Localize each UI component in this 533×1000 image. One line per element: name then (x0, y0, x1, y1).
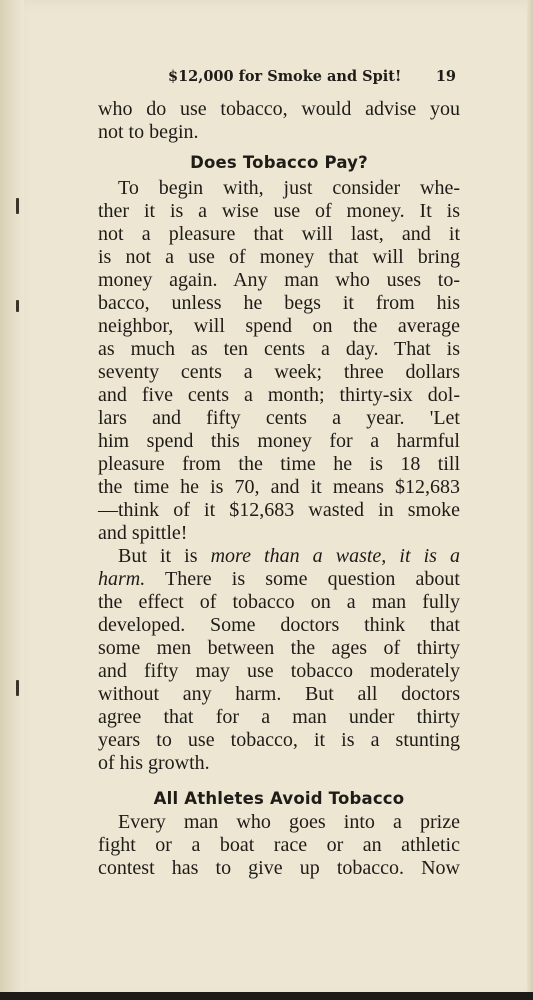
text-line: agree that for a man under thirty (98, 706, 460, 728)
running-header (168, 68, 458, 90)
running-title: $12,000 for Smoke and Spit! (168, 68, 402, 85)
text-line: not a pleasure that will last, and it (98, 223, 460, 245)
text-line: who do use tobacco, would advise you (98, 98, 460, 120)
text-line: lars and fifty cents a year. 'Let (98, 407, 460, 429)
text-line: years to use tobacco, it is a stunting (98, 729, 460, 751)
text-line: Every man who goes into a prize (118, 811, 460, 833)
text-line (98, 545, 460, 568)
text-line: seventy cents a week; three dollars (98, 361, 460, 383)
text-line: some men between the ages of thirty (98, 637, 460, 659)
page-bottom-edge (0, 992, 533, 1000)
binding-stitch (16, 300, 19, 312)
text-line: is not a use of money that will bring (98, 246, 460, 268)
text-line: and spittle! (98, 522, 188, 544)
section-heading: Does Tobacco Pay? (190, 153, 368, 172)
text-line: fight or a boat race or an athletic (98, 834, 460, 856)
text-line: the effect of tobacco on a man fully (98, 591, 460, 613)
text-line: contest has to give up tobacco. Now (98, 857, 460, 879)
text-line (98, 568, 460, 591)
text-line: him spend this money for a harmful (98, 430, 460, 452)
text-line: neighbor, will spend on the average (98, 315, 460, 337)
text-line: and fifty may use tobacco moderately (98, 660, 460, 682)
text-run: There is some question about (145, 568, 460, 590)
text-line: without any harm. But all doctors (98, 683, 460, 705)
italic-run: harm. (98, 568, 146, 590)
binding-stitch (16, 680, 19, 696)
text-line: bacco, unless he begs it from his (98, 292, 460, 314)
text-line: not to begin. (98, 121, 199, 143)
italic-run: more than a waste, it is a (210, 545, 460, 567)
page-binding-gutter (0, 0, 24, 1000)
text-line: as much as ten cents a day. That is (98, 338, 460, 360)
page-number: 19 (435, 68, 456, 85)
text-line: To begin with, just consider whe- (118, 177, 460, 199)
text-line: —think of it $12,683 wasted in smoke (98, 499, 460, 521)
binding-stitch (16, 198, 19, 214)
page-right-edge (527, 0, 533, 1000)
text-line: pleasure from the time he is 18 till (98, 453, 460, 475)
text-line: ther it is a wise use of money. It is (98, 200, 460, 222)
text-line: of his growth. (98, 752, 210, 774)
text-line: the time he is 70, and it means $12,683 (98, 476, 460, 498)
text-line: developed. Some doctors think that (98, 614, 460, 636)
text-line: money again. Any man who uses to- (98, 269, 460, 291)
body-text (98, 98, 460, 880)
text-run: But it is (118, 545, 211, 567)
section-heading: All Athletes Avoid Tobacco (153, 789, 405, 808)
text-line: and five cents a month; thirty-six dol- (98, 384, 460, 406)
